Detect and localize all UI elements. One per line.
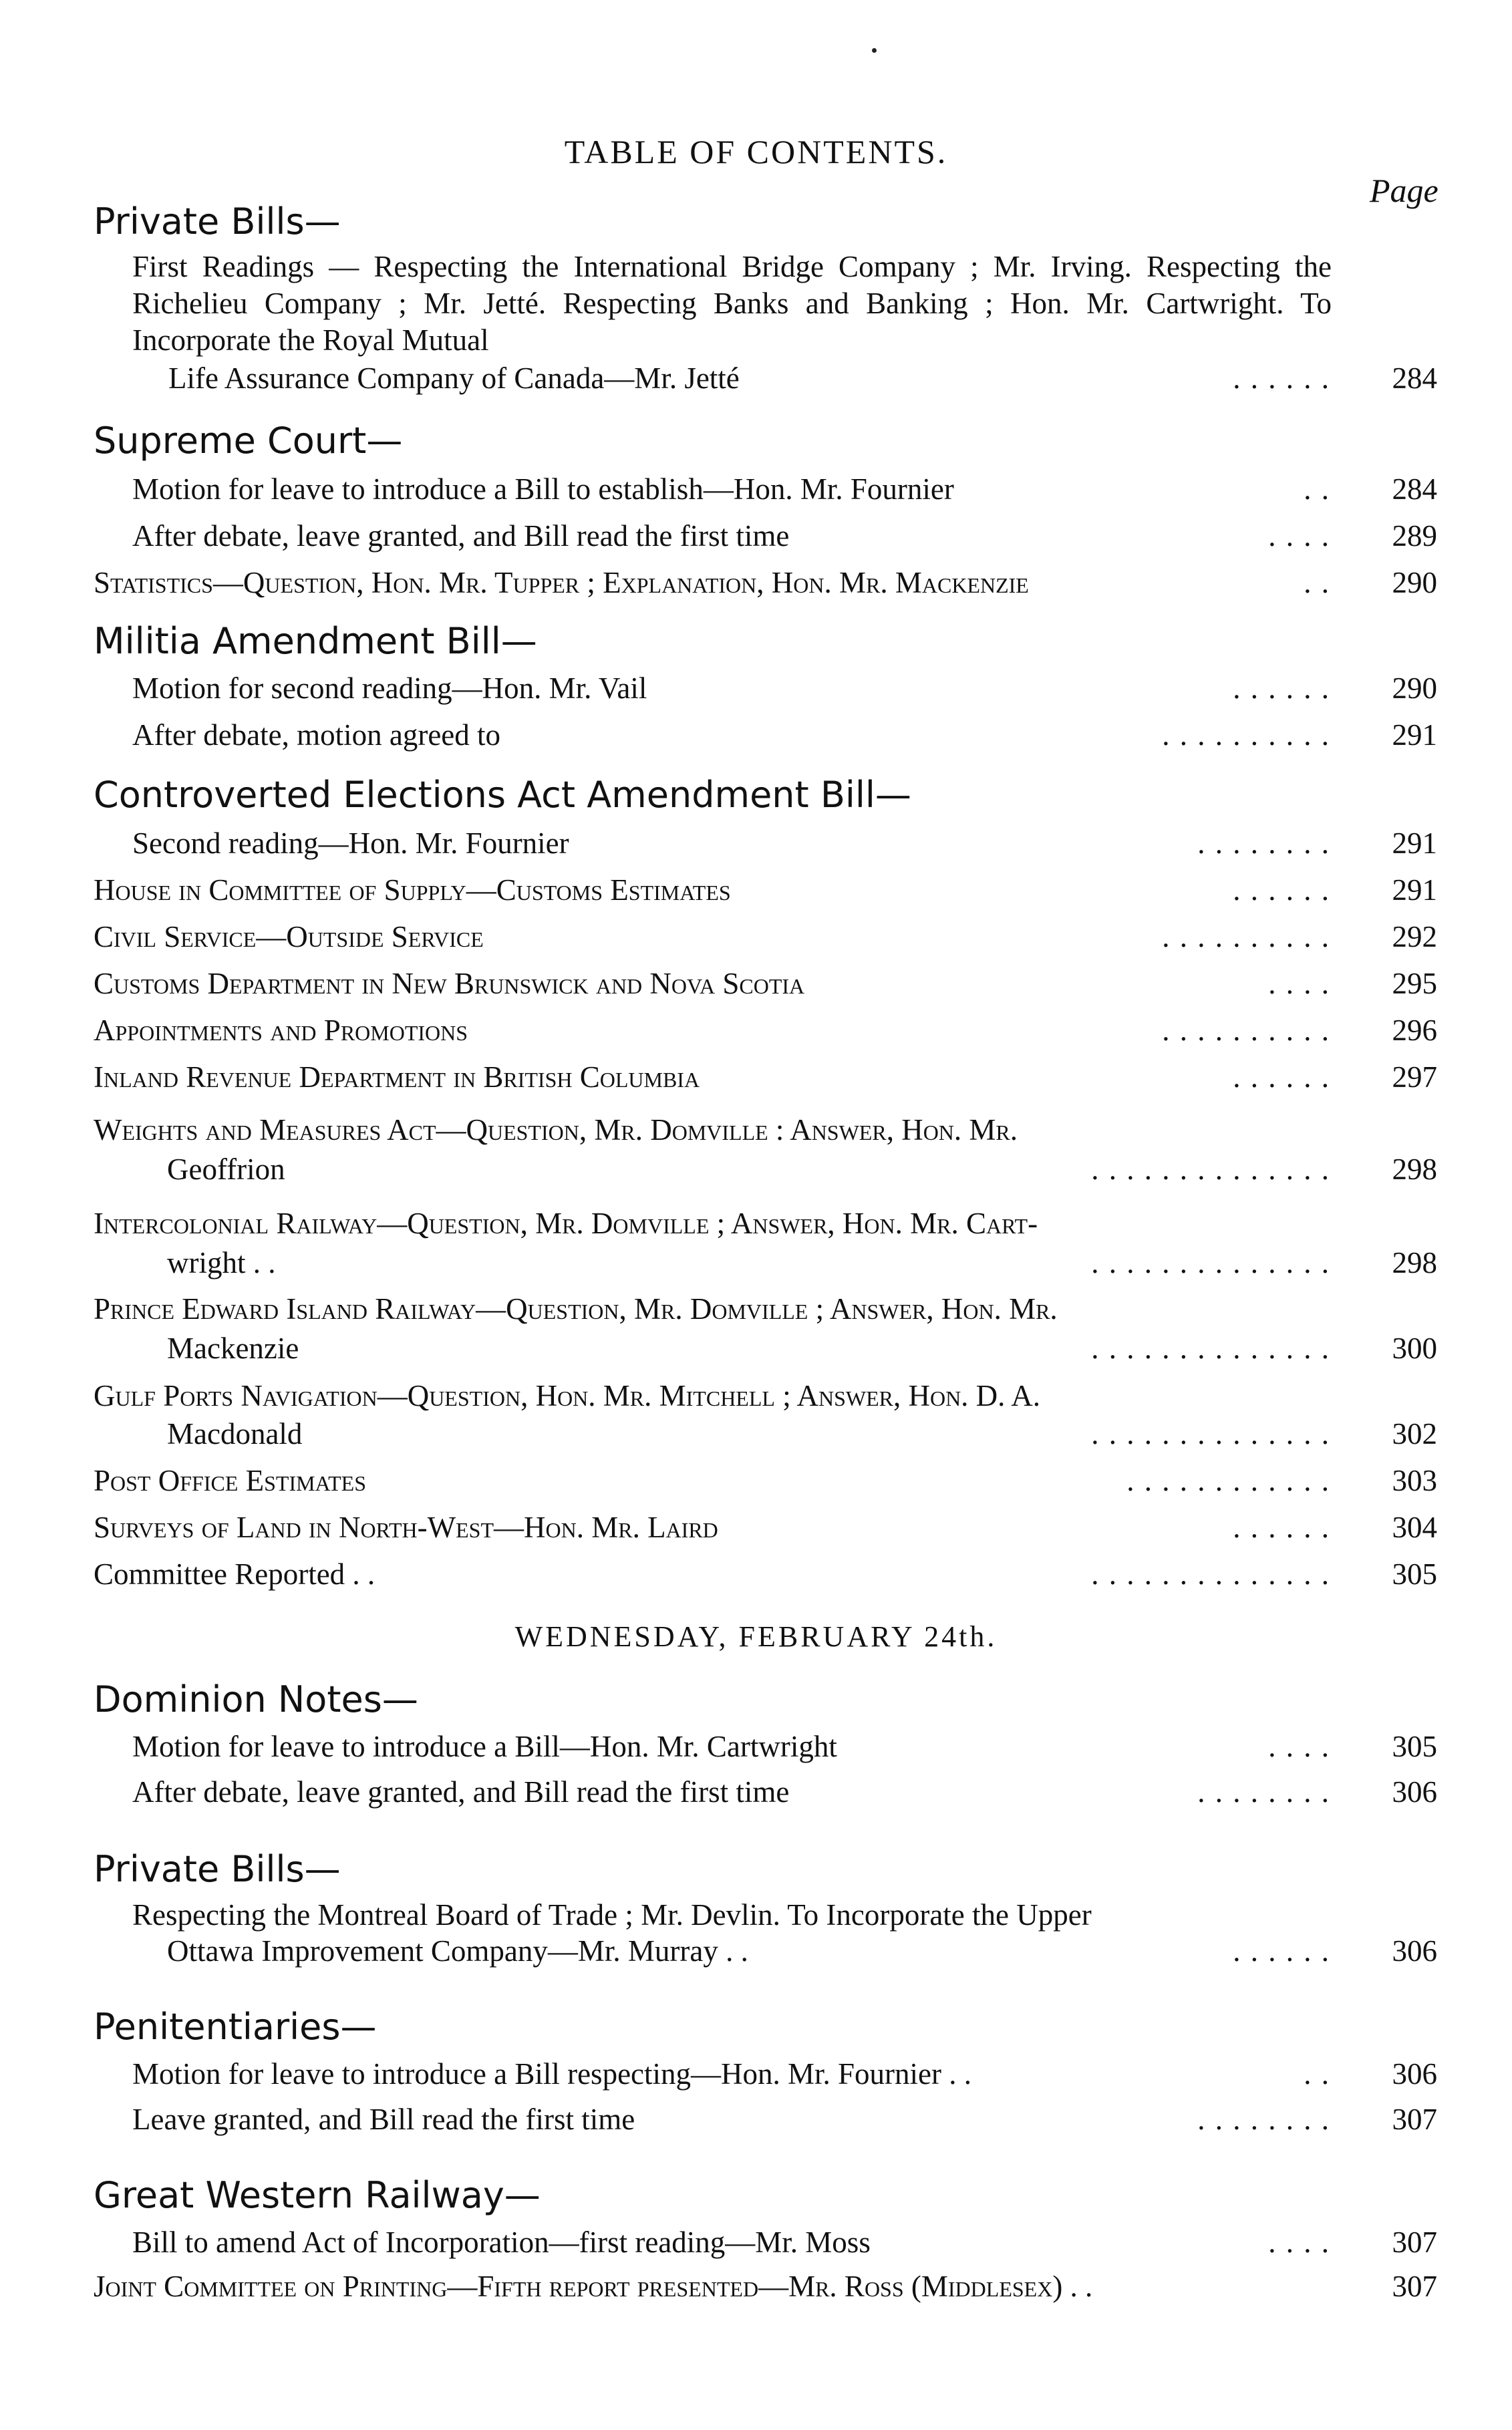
toc-leader: . . . . . . — [1233, 671, 1330, 705]
toc-page-number: 291 — [1392, 873, 1437, 907]
toc-row — [0, 472, 1512, 513]
toc-leader: . . . . . . — [1233, 1934, 1330, 1968]
toc-row — [0, 361, 1512, 402]
page-column-header: Page — [1370, 172, 1439, 209]
toc-leader: . . — [1304, 566, 1330, 599]
toc-leader: . . . . . . — [1233, 1511, 1330, 1544]
toc-page-number: 284 — [1392, 472, 1437, 506]
toc-label: Motion for leave to introduce a Bill—Hon. Mr. Cartwright — [132, 1730, 837, 1763]
toc-entry-gulf-ports — [94, 1375, 1330, 1416]
section-heading-supreme-court: Supreme Court— — [94, 420, 403, 462]
section-heading-militia: Militia Amendment Bill— — [94, 620, 537, 662]
toc-leader: . . . . — [1268, 1730, 1330, 1763]
section-heading-controverted: Controverted Elections Act Amendment Bill— — [94, 774, 911, 816]
toc-entry-intercolonial — [94, 1203, 1330, 1244]
toc-label: Motion for leave to introduce a Bill respecting—Hon. Mr. Fournier . . — [132, 2057, 972, 2091]
toc-row — [0, 1416, 1512, 1458]
ink-dot — [872, 48, 877, 53]
toc-leader: . . . . . . . . . . . . — [1126, 1464, 1330, 1497]
toc-label: Statistics—Question, Hon. Mr. Tupper ; Explanation, Hon. Mr. Mackenzie — [94, 566, 1029, 599]
section-heading-private-bills: Private Bills— — [94, 200, 341, 243]
toc-label: Appointments and Promotions — [94, 1014, 468, 1047]
toc-page-number: 306 — [1392, 1934, 1437, 1968]
toc-page-number: 302 — [1392, 1417, 1437, 1451]
toc-entry-weights-measures — [94, 1109, 1330, 1151]
toc-leader: . . — [1304, 2057, 1330, 2091]
section-heading-great-western: Great Western Railway— — [94, 2174, 541, 2216]
toc-leader: . . . . . . . . . . . . . . — [1091, 1417, 1330, 1451]
toc-row — [0, 2102, 1512, 2143]
toc-label: Ottawa Improvement Company—Mr. Murray . . — [167, 1934, 748, 1968]
toc-page-number: 305 — [1392, 1730, 1437, 1763]
toc-leader: . . . . . . . . . . — [1162, 920, 1330, 953]
toc-label: Motion for leave to introduce a Bill to establish—Hon. Mr. Fournier — [132, 472, 954, 506]
toc-label: Bill to amend Act of Incorporation—first reading—Mr. Moss — [132, 2226, 871, 2259]
toc-page-number: 290 — [1392, 566, 1437, 599]
toc-label: Customs Department in New Brunswick and Nova Scotia — [94, 967, 805, 1000]
toc-page-number: 289 — [1392, 519, 1437, 553]
toc-row — [0, 1152, 1512, 1193]
private-bills-text: First Readings — Respecting the International Bridge Company ; Mr. Irving. Respecting the Richelieu Company ; Mr. Jetté. Respecting Banks and Banking ; Hon. Mr. Cartwright. To Incorporate the Royal Mutual — [132, 250, 1332, 357]
toc-label: wright . . — [167, 1246, 276, 1279]
toc-row — [0, 966, 1512, 1008]
toc-page-number: 295 — [1392, 967, 1437, 1000]
toc-label: Post Office Estimates — [94, 1464, 367, 1497]
toc-row — [0, 826, 1512, 867]
toc-page-number: 307 — [1392, 2270, 1437, 2303]
toc-row — [0, 2269, 1512, 2310]
toc-row — [0, 873, 1512, 914]
toc-label: After debate, motion agreed to — [132, 718, 501, 752]
toc-row — [0, 565, 1512, 607]
toc-label-line1: Prince Edward Island Railway—Question, Mr. Domville ; Answer, Hon. Mr. — [94, 1292, 1058, 1326]
toc-page-number: 298 — [1392, 1246, 1437, 1279]
toc-row — [0, 1897, 1512, 1939]
toc-label: Respecting the Montreal Board of Trade ; Mr. Devlin. To Incorporate the Upper — [132, 1898, 1092, 1932]
private-bills-first-readings — [132, 249, 1332, 359]
toc-leader: . . . . . . . . . . . . . . — [1091, 1246, 1330, 1279]
toc-leader: . . . . . . . . . . . . . . — [1091, 1557, 1330, 1591]
toc-label: Macdonald — [167, 1417, 303, 1451]
toc-row — [0, 2057, 1512, 2098]
toc-label: Leave granted, and Bill read the first time — [132, 2103, 635, 2136]
toc-label: Civil Service—Outside Service — [94, 920, 484, 953]
section-heading-dominion-notes: Dominion Notes— — [94, 1678, 418, 1720]
toc-page-number: 292 — [1392, 920, 1437, 953]
toc-leader: . . . . — [1268, 519, 1330, 553]
toc-row — [0, 1013, 1512, 1054]
toc-row — [0, 1245, 1512, 1287]
toc-label: Joint Committee on Printing—Fifth report presented—Mr. Ross (Middlesex) . . — [94, 2270, 1093, 2303]
toc-label-line1: Intercolonial Railway—Question, Mr. Domville ; Answer, Hon. Mr. Cart- — [94, 1207, 1038, 1240]
toc-page-number: 298 — [1392, 1153, 1437, 1186]
toc-leader: . . . . . . . . . . . . . . — [1091, 1153, 1330, 1186]
toc-page-number: 307 — [1392, 2103, 1437, 2136]
toc-row — [0, 718, 1512, 759]
toc-row — [0, 1557, 1512, 1598]
toc-leader: . . . . — [1268, 2226, 1330, 2259]
toc-leader: . . . . . . . . — [1197, 2103, 1330, 2136]
page-title: TABLE OF CONTENTS. — [564, 133, 948, 170]
toc-page-number: 296 — [1392, 1014, 1437, 1047]
toc-leader: . . . . . . . . — [1197, 1775, 1330, 1809]
toc-row — [0, 919, 1512, 961]
toc-page-number: 291 — [1392, 826, 1437, 860]
toc-row — [0, 518, 1512, 560]
toc-row — [0, 1775, 1512, 1816]
toc-row — [0, 1060, 1512, 1101]
toc-page-number: 297 — [1392, 1060, 1437, 1094]
toc-label: Second reading—Hon. Mr. Fournier — [132, 826, 569, 860]
toc-page-number: 291 — [1392, 718, 1437, 752]
toc-row — [0, 1729, 1512, 1771]
toc-leader: . . — [1304, 472, 1330, 506]
toc-label: Life Assurance Company of Canada—Mr. Jetté — [168, 361, 740, 395]
toc-row — [0, 1463, 1512, 1505]
toc-label: After debate, leave granted, and Bill read the first time — [132, 1775, 790, 1809]
toc-row — [0, 671, 1512, 712]
toc-leader: . . . . . . — [1233, 873, 1330, 907]
day-heading: WEDNESDAY, FEBRUARY 24th. — [514, 1620, 998, 1653]
toc-row — [0, 2225, 1512, 2266]
toc-label: Committee Reported . . — [94, 1557, 375, 1591]
toc-leader: . . . . . . — [1233, 1060, 1330, 1094]
toc-page-number: 307 — [1392, 2226, 1437, 2259]
toc-entry-pei-railway — [94, 1288, 1330, 1330]
toc-leader: . . . . . . . . . . . . . . — [1091, 1332, 1330, 1365]
toc-leader: . . . . . . . . . . — [1162, 718, 1330, 752]
toc-leader: . . . . . . — [1233, 361, 1330, 395]
toc-label: After debate, leave granted, and Bill read the first time — [132, 519, 790, 553]
toc-page-number: 300 — [1392, 1332, 1437, 1365]
toc-label: Geoffrion — [167, 1153, 285, 1186]
toc-page-number: 306 — [1392, 2057, 1437, 2091]
toc-label: Mackenzie — [167, 1332, 299, 1365]
toc-row — [0, 1331, 1512, 1372]
toc-page-number: 306 — [1392, 1775, 1437, 1809]
toc-label: Surveys of Land in North-West—Hon. Mr. Laird — [94, 1511, 718, 1544]
toc-label: Motion for second reading—Hon. Mr. Vail — [132, 671, 647, 705]
toc-leader: . . . . . . . . . . — [1162, 1014, 1330, 1047]
toc-row — [0, 1510, 1512, 1551]
toc-page-number: 303 — [1392, 1464, 1437, 1497]
toc-leader: . . . . . . . . — [1197, 826, 1330, 860]
toc-label-line1: Gulf Ports Navigation—Question, Hon. Mr. Mitchell ; Answer, Hon. D. A. — [94, 1379, 1040, 1412]
toc-page-number: 305 — [1392, 1557, 1437, 1591]
section-heading-penitentiaries: Penitentiaries— — [94, 2006, 377, 2048]
toc-page-number: 290 — [1392, 671, 1437, 705]
toc-label: House in Committee of Supply—Customs Estimates — [94, 873, 731, 907]
toc-label: Inland Revenue Department in British Columbia — [94, 1060, 700, 1094]
toc-page-number: 284 — [1392, 361, 1437, 395]
section-heading-private-bills-2: Private Bills— — [94, 1848, 341, 1890]
toc-label-line1: Weights and Measures Act—Question, Mr. Domville : Answer, Hon. Mr. — [94, 1113, 1018, 1147]
toc-page-number: 304 — [1392, 1511, 1437, 1544]
toc-row — [0, 1934, 1512, 1975]
toc-leader: . . . . — [1268, 967, 1330, 1000]
